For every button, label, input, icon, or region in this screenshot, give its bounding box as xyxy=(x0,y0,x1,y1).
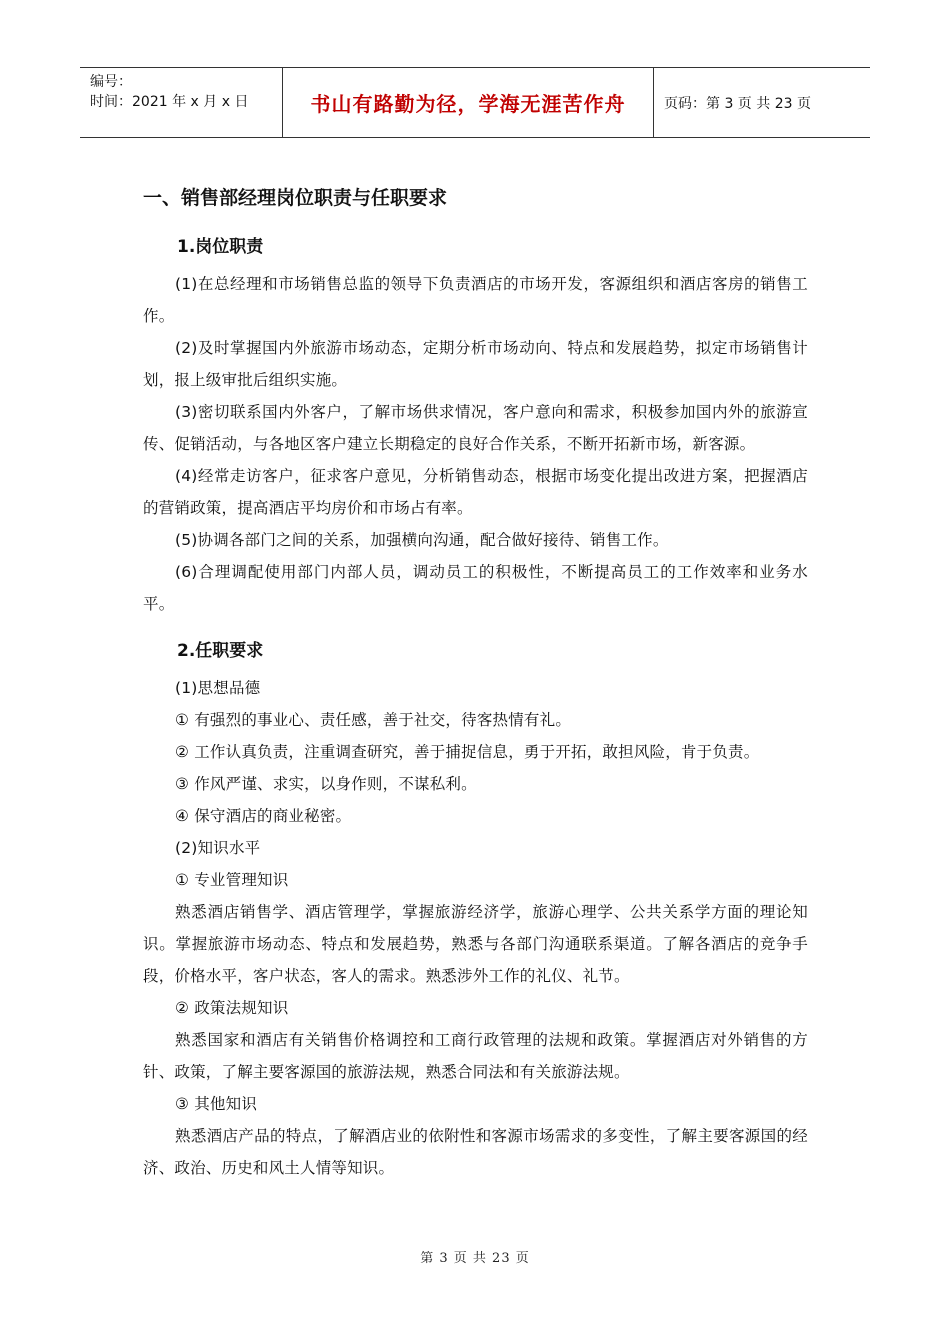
requirement-heading: (2)知识水平 xyxy=(175,839,261,857)
subsection-title-requirements: 2.任职要求 xyxy=(177,641,264,661)
header-page-info: 页码：第 3 页 共 23 页 xyxy=(664,95,811,112)
requirement-subheading: ① 专业管理知识 xyxy=(175,871,289,889)
requirement-item: ③ 作风严谨、求实，以身作则，不谋私利。 xyxy=(175,775,477,793)
duty-item: (1)在总经理和市场销售总监的领导下负责酒店的市场开发，客源组织和酒店客房的销售工作。 xyxy=(143,275,808,325)
requirement-item: ② 工作认真负责，注重调查研究，善于捕捉信息，勇于开拓，敢担风险，肯于负责。 xyxy=(175,743,760,761)
requirement-subheading: ③ 其他知识 xyxy=(175,1095,258,1113)
requirement-paragraph: 熟悉国家和酒店有关销售价格调控和工商行政管理的法规和政策。掌握酒店对外销售的方针、政策，了解主要客源国的旅游法规，熟悉合同法和有关旅游法规。 xyxy=(143,1031,808,1081)
document-number-label: 编号： xyxy=(90,74,132,90)
duty-item: (4)经常走访客户，征求客户意见，分析销售动态，根据市场变化提出改进方案，把握酒店的营销政策，提高酒店平均房价和市场占有率。 xyxy=(143,467,808,517)
document-body xyxy=(143,180,808,1184)
duty-item: (6)合理调配使用部门内部人员，调动员工的积极性，不断提高员工的工作效率和业务水平。 xyxy=(143,563,808,613)
page-header xyxy=(80,67,870,138)
document-date: 时间：2021 年 x 月 x 日 xyxy=(90,94,249,110)
page-footer: 第 3 页 共 23 页 xyxy=(420,1251,530,1266)
requirement-item: ① 有强烈的事业心、责任感，善于社交，待客热情有礼。 xyxy=(175,711,572,729)
subsection-title-duties: 1.岗位职责 xyxy=(177,237,264,257)
header-meta xyxy=(80,68,282,137)
section-title: 一、销售部经理岗位职责与任职要求 xyxy=(143,187,448,209)
requirement-heading: (1)思想品德 xyxy=(175,679,261,697)
header-motto: 书山有路勤为径，学海无涯苦作舟 xyxy=(282,68,654,137)
requirement-paragraph: 熟悉酒店产品的特点，了解酒店业的依附性和客源市场需求的多变性，了解主要客源国的经济、政治、历史和风土人情等知识。 xyxy=(143,1127,808,1177)
duty-item: (3)密切联系国内外客户，了解市场供求情况，客户意向和需求，积极参加国内外的旅游宣传、促销活动，与各地区客户建立长期稳定的良好合作关系，不断开拓新市场，新客源。 xyxy=(143,403,808,453)
duty-item: (5)协调各部门之间的关系，加强横向沟通，配合做好接待、销售工作。 xyxy=(175,531,669,549)
requirement-subheading: ② 政策法规知识 xyxy=(175,999,289,1017)
requirement-item: ④ 保守酒店的商业秘密。 xyxy=(175,807,352,825)
duty-item: (2)及时掌握国内外旅游市场动态，定期分析市场动向、特点和发展趋势，拟定市场销售计划，报上级审批后组织实施。 xyxy=(143,339,808,389)
requirement-paragraph: 熟悉酒店销售学、酒店管理学，掌握旅游经济学，旅游心理学、公共关系学方面的理论知识。掌握旅游市场动态、特点和发展趋势，熟悉与各部门沟通联系渠道。了解各酒店的竞争手段，价格水平，客户状态，客人的需求。熟悉涉外工作的礼仪、礼节。 xyxy=(143,903,808,985)
